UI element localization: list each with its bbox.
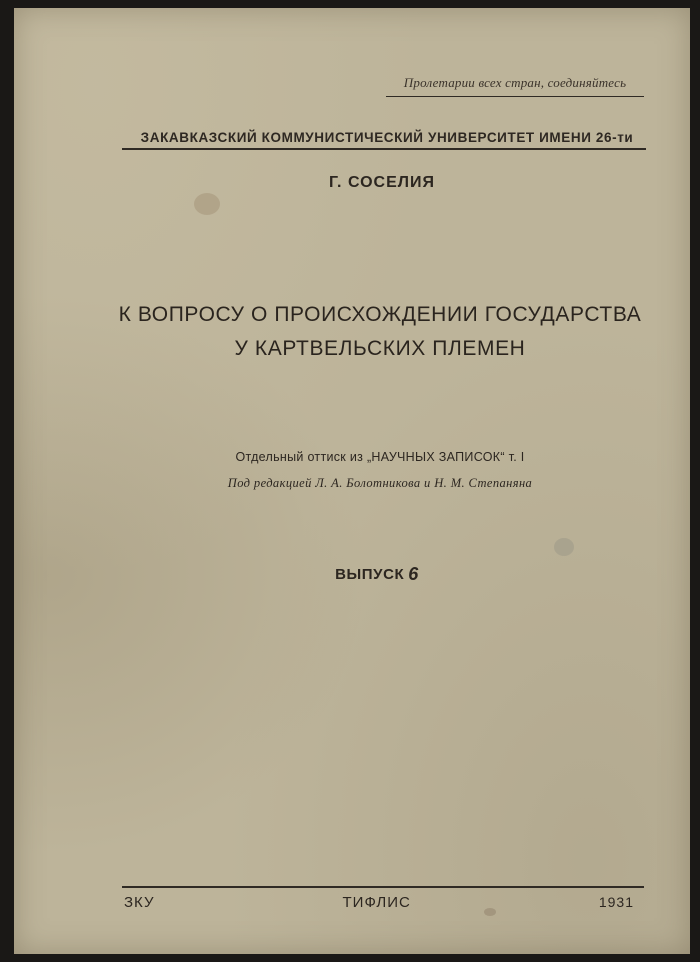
issue-line [14, 564, 690, 585]
publisher: ЗКУ [124, 894, 155, 911]
author-name: Г. СОСЕЛИЯ [328, 174, 435, 191]
issue-label: ВЫПУСК [335, 566, 405, 583]
footer-rule [122, 886, 644, 888]
book-cover [14, 8, 690, 954]
offprint-note: Отдельный оттиск из „НАУЧНЫХ ЗАПИСОК“ т. I [235, 450, 525, 464]
title-line-1: К ВОПРОСУ О ПРОИСХОЖДЕНИИ ГОСУДАРСТВА [118, 303, 642, 326]
slogan-underline [386, 96, 644, 97]
stain-spot [554, 538, 574, 556]
title-line-2: У КАРТВЕЛЬСКИХ ПЛЕМЕН [234, 337, 526, 360]
header-rule [122, 148, 646, 150]
city: ТИФЛИС [342, 894, 411, 911]
issue-number: 6 [408, 564, 419, 584]
editors-note: Под редакцией Л. А. Болотникова и Н. М. Степаняна [227, 476, 533, 490]
year: 1931 [598, 894, 634, 910]
university-name: ЗАКАВКАЗСКИЙ КОММУНИСТИЧЕСКИЙ УНИВЕРСИТЕТ ИМЕНИ 26-ти [140, 130, 634, 145]
imprint [124, 894, 634, 911]
stain-spot [194, 193, 220, 215]
book-title [14, 298, 690, 366]
slogan: Пролетарии всех стран, соединяйтесь [403, 75, 627, 90]
